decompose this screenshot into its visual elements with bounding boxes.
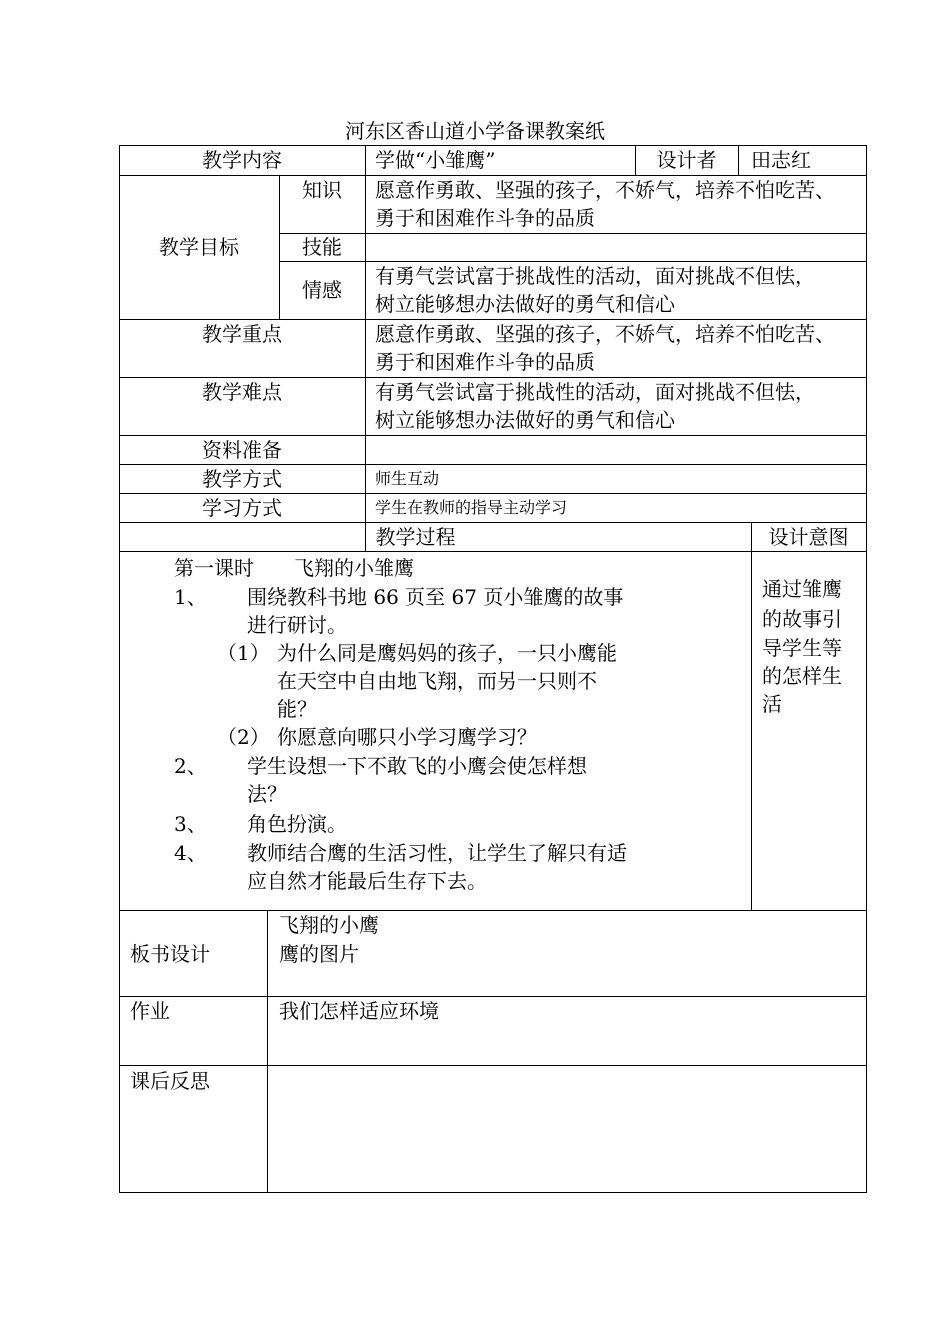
item-line: 能？ xyxy=(277,697,317,721)
intent-line: 通过雏鹰 xyxy=(762,577,842,601)
board-line: 飞翔的小鹰 xyxy=(279,913,379,937)
homework-value: 我们怎样适应环境 xyxy=(279,999,439,1023)
difficulties-label: 教学难点 xyxy=(202,380,282,404)
item-number: 3、 xyxy=(174,812,207,836)
document-title: 河东区香山道小学备课教案纸 xyxy=(345,119,605,143)
grid-line xyxy=(738,145,739,175)
designer-label: 设计者 xyxy=(656,148,717,172)
teaching-method-value: 师生互动 xyxy=(375,469,440,488)
grid-line xyxy=(365,145,366,551)
item-line: 你愿意向哪只小学习鹰学习？ xyxy=(277,725,537,749)
key-points-line: 愿意作勇敢、坚强的孩子，不娇气，培养不怕吃苦、 xyxy=(375,322,835,346)
emotion-line: 有勇气尝试富于挑战性的活动，面对挑战不但怯， xyxy=(375,264,815,288)
emotion-line: 树立能够想办法做好的勇气和信心 xyxy=(375,292,675,316)
board-line: 鹰的图片 xyxy=(279,942,359,966)
skill-label: 技能 xyxy=(302,235,342,259)
reflection-label: 课后反思 xyxy=(130,1069,210,1093)
content-value: 学做“小雏鹰” xyxy=(375,148,496,172)
intent-line: 的怎样生 xyxy=(762,664,842,688)
item-number: （1） xyxy=(217,641,270,665)
difficulties-line: 有勇气尝试富于挑战性的活动，面对挑战不但怯， xyxy=(375,380,815,404)
key-points-label: 教学重点 xyxy=(202,322,282,346)
grid-line xyxy=(751,522,752,910)
key-points-line: 勇于和困难作斗争的品质 xyxy=(375,350,595,374)
intent-line: 的故事引 xyxy=(762,607,842,631)
lesson-title: 第一课时 飞翔的小雏鹰 xyxy=(174,556,414,580)
designer-name: 田志红 xyxy=(751,148,811,172)
grid-line xyxy=(119,551,867,552)
knowledge-label: 知识 xyxy=(302,178,342,202)
content-label: 教学内容 xyxy=(202,148,282,172)
item-line: 围绕教科书地 66 页至 67 页小雏鹰的故事 xyxy=(247,585,624,609)
item-number: 2、 xyxy=(174,754,207,778)
homework-label: 作业 xyxy=(130,999,170,1023)
goals-label: 教学目标 xyxy=(159,235,239,259)
board-label: 板书设计 xyxy=(130,942,210,966)
item-line: 教师结合鹰的生活习性，让学生了解只有适 xyxy=(247,841,627,865)
intent-header: 设计意图 xyxy=(768,525,849,549)
grid-line xyxy=(267,910,268,1193)
item-line: 法？ xyxy=(247,782,287,806)
item-line: 角色扮演。 xyxy=(247,812,347,836)
grid-line xyxy=(279,233,867,234)
materials-label: 资料准备 xyxy=(202,438,282,462)
item-line: 应自然才能最后生存下去。 xyxy=(247,869,487,893)
difficulties-line: 树立能够想办法做好的勇气和信心 xyxy=(375,408,675,432)
grid-line xyxy=(119,1192,867,1193)
intent-line: 活 xyxy=(762,692,782,716)
intent-line: 导学生等 xyxy=(762,636,842,660)
learning-method-label: 学习方式 xyxy=(202,496,282,520)
item-line: 在天空中自由地飞翔，而另一只则不 xyxy=(277,669,597,693)
emotion-label: 情感 xyxy=(302,278,342,302)
grid-line xyxy=(866,145,867,1193)
item-number: 1、 xyxy=(174,585,207,609)
learning-method-value: 学生在教师的指导主动学习 xyxy=(375,498,568,517)
grid-line xyxy=(119,910,867,911)
item-line: 为什么同是鹰妈妈的孩子，一只小鹰能 xyxy=(277,641,617,665)
item-line: 进行研讨。 xyxy=(247,613,347,637)
item-line: 学生设想一下不敢飞的小鹰会使怎样想 xyxy=(247,754,587,778)
grid-line xyxy=(119,996,867,997)
teaching-method-label: 教学方式 xyxy=(202,467,282,491)
grid-line xyxy=(119,1065,867,1066)
item-number: 4、 xyxy=(174,841,207,865)
process-header: 教学过程 xyxy=(375,525,456,549)
knowledge-line: 勇于和困难作斗争的品质 xyxy=(375,206,595,230)
grid-line xyxy=(119,145,120,1193)
item-number: （2） xyxy=(217,725,270,749)
knowledge-line: 愿意作勇敢、坚强的孩子，不娇气，培养不怕吃苦、 xyxy=(375,178,835,202)
